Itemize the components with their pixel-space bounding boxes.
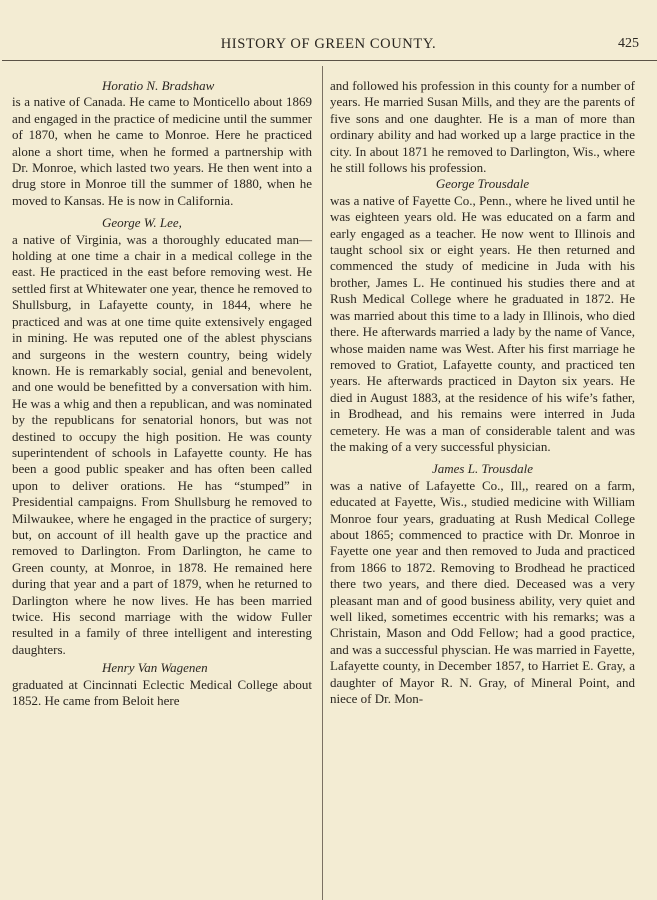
continued-text-van-wagenen: and followed his profession in this county for a number of years. He married Susan Mills, and they are the parents of five sons and one daughter. He is a man of more than ordinary ability and had worked up a large practice in the city. In about 1871 he removed to Darlington, Wis., where he still follows his profession. — [330, 78, 635, 176]
entry-name-james-trousdale: James L. Trousdale — [432, 461, 533, 477]
entry-text-van-wagenen: graduated at Cincinnati Eclectic Medical College about 1852. He came from Beloit here — [12, 676, 312, 709]
header-rule — [2, 60, 657, 61]
entry-text-george-trousdale: was a native of Fayette Co., Penn., where he lived until he was eighteen years old. He was educated on a farm and early engaged as a teacher. He now went to Illinois and taught school six or eight years. He then returned and commenced the study of medicine in Juda with his brother, James L. He continued his studies there and at Rush Medical College where he graduated in 1872. He was married about this time to a lady in Illinois, who died there. He afterwards married a lady by the name of Vance, whose maiden name was West. After his first marriage he removed to Gratiot, Lafayette county, and practiced ten years. He afterwards practiced in Dayton six years. He died in August 1883, at the residence of his wife’s father, in Brodhead, and his remains were interred in Juda cemetery. He was a man of considerable talent and was the making of a very successful physician. — [330, 192, 635, 454]
right-column — [330, 78, 635, 707]
entry-name-lee: George W. Lee, — [102, 215, 182, 231]
left-column — [12, 78, 312, 709]
page-number: 425 — [618, 36, 639, 51]
running-header-title: HISTORY OF GREEN COUNTY. — [220, 36, 437, 52]
entry-name-george-trousdale: George Trousdale — [435, 176, 530, 192]
entry-text-bradshaw: is a native of Canada. He came to Monticello about 1869 and engaged in the practice of medicine until the summer of 1870, when he came to Monroe. Here he practiced alone a short time, when he formed a partnership with Dr. Monroe, which lasted two years. He then went into a drug store in Monroe till the summer of 1880, when he moved to Kansas. He is now in California. — [12, 94, 312, 208]
entry-name-van-wagenen: Henry Van Wagenen — [102, 660, 208, 676]
entry-text-lee: a native of Virginia, was a thoroughly educated man—holding at one time a chair in a medical college in the east. He practiced in the east before removing west. He settled first at Whitewater one year, thence he removed to Shullsburg, in Lafayette county, in 1844, where he practiced and was at one time quite extensively engaged in mining. He was reputed one of the ablest physcians and surgeons in the western country, being widely known. He is remarkably social, genial and benevolent, and one would be benefitted by a conversation with him. He was a whig and then a republican, and was nominated by the republicans for senatorial honors, but was not destined to occupy the high position. He was county superintendent of schools in Lafayette county. He has been a good public speaker and has often been called upon to deliver orations. He has “stumped” in Presidential campaigns. From Shullsburg he removed to Milwaukee, where he engaged in the practice of surgery; but, on account of ill health gave up the practice and removed to Darlington. From Darlington, he came to Green county, at Monroe, in 1878. He remained here during that year and a part of 1879, when he returned to Darlington where he now lives. He has been married twice. His second marriage with the widow Fuller resulted in a family of three intelligent and interesting daughters. — [12, 231, 312, 657]
column-divider — [322, 66, 323, 900]
entry-text-james-trousdale: was a native of Lafayette Co., Ill,, reared on a farm, educated at Fayette, Wis., studied medicine with William Monroe four years, graduating at Rush Medical College about 1865; commenced to practice with Dr. Monroe in Fayette one year and then removed to Juda and practiced from 1866 to 1872. Removing to Brodhead he practiced there two years, and there died. Deceased was a very pleasant man and of good business ability, very quiet and well liked, sometimes eccentric with his remarks; was a Christain, Mason and Odd Fellow; had a good practice, and was a successful physcian. He was married in Fayette, Lafayette county, in December 1857, to Harriet E. Gray, a daughter of Mayor R. N. Gray, of Mineral Point, and niece of Dr. Mon- — [330, 477, 635, 707]
entry-name-bradshaw: Horatio N. Bradshaw — [102, 78, 215, 93]
